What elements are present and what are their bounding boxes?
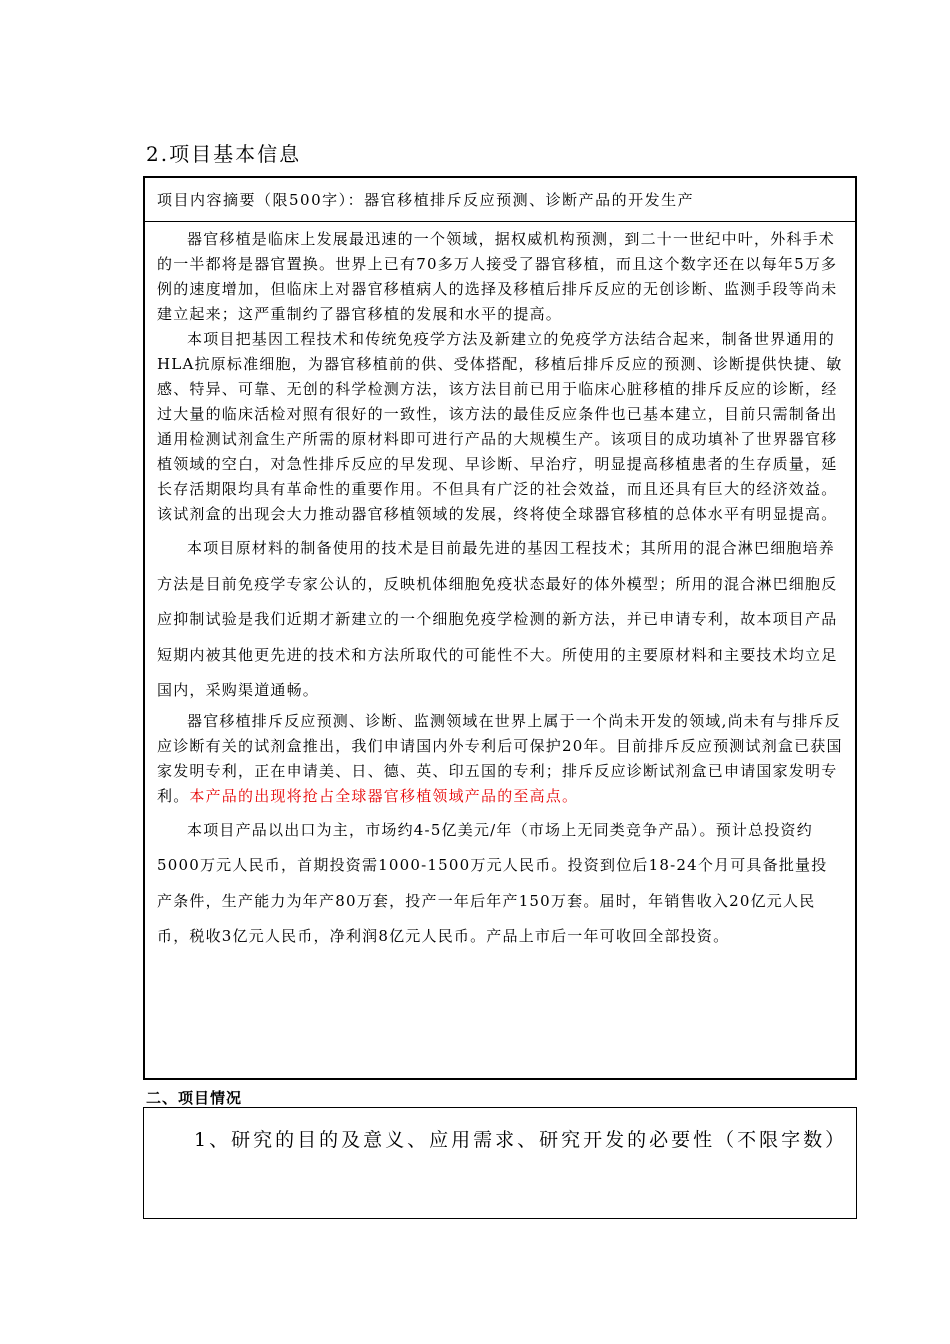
summary-paragraph-1: 器官移植是临床上发展最迅速的一个领域，据权威机构预测，到二十一世纪中叶，外科手术的一半都将是器官置换。世界上已有70多万人接受了器官移植，而且这个数字还在以每年5万多例的速度增加，但临床上对器官移植病人的选择及移植后排斥反应的无创诊断、监测手段等尚未建立起来；这严重制约了器官移植的发展和水平的提高。 — [157, 230, 838, 323]
section-heading: 2.项目基本信息 — [146, 142, 302, 166]
summary-title: 项目内容摘要（限500字）：器官移植排斥反应预测、诊断产品的开发生产 — [145, 178, 855, 222]
part-heading: 二、项目情况 — [146, 1089, 243, 1107]
summary-paragraph-4-text: 器官移植排斥反应预测、诊断、监测领域在世界上属于一个尚未开发的领域,尚未有与排斥反应诊断有关的试剂盒推出，我们申请国内外专利后可保护20年。目前排斥反应预测试剂盒已获国家发明专利，正在申请美、日、德、英、印五国的专利；排斥反应诊断试剂盒已申请国家发明专利。 — [157, 711, 843, 805]
summary-highlight-text: 本产品的出现将抢占全球器官移植领域产品的至高点。 — [189, 786, 579, 805]
summary-paragraph-2: 本项目把基因工程技术和传统免疫学方法及新建立的免疫学方法结合起来，制备世界通用的HLA抗原标准细胞，为器官移植前的供、受体搭配，移植后排斥反应的预测、诊断提供快捷、敏感、特异、可靠、无创的科学检测方法，该方法目前已用于临床心脏移植的排斥反应的诊断，经过大量的临床活检对照有很好的一致性，该方法的最佳反应条件也已基本建立，目前只需制备出通用检测试剂盒生产所需的原材料即可进行产品的大规模生产。该项目的成功填补了世界器官移植领域的空白，对急性排斥反应的早发现、早诊断、早治疗，明显提高移植患者的生存质量，延长存活期限均具有革命性的重要作用。不但具有广泛的社会效益，而且还具有巨大的经济效益。该试剂盒的出现会大力推动器官移植领域的发展，终将使全球器官移植的总体水平有明显提高。 — [157, 330, 843, 523]
summary-paragraph-4 — [157, 709, 843, 809]
section-box — [143, 1107, 857, 1219]
summary-body — [145, 222, 855, 955]
summary-paragraph-3: 本项目原材料的制备使用的技术是目前最先进的基因工程技术；其所用的混合淋巴细胞培养方法是目前免疫学专家公认的，反映机体细胞免疫状态最好的体外模型；所用的混合淋巴细胞反应抑制试验是我们近期才新建立的一个细胞免疫学检测的新方法，并已申请专利，故本项目产品短期内被其他更先进的技术和方法所取代的可能性不大。所使用的主要原材料和主要技术均立足国内，采购渠道通畅。 — [157, 539, 838, 699]
summary-paragraph-5: 本项目产品以出口为主，市场约4-5亿美元/年（市场上无同类竞争产品）。预计总投资约5000万元人民币，首期投资需1000-1500万元人民币。投资到位后18-24个月可具备批量投产条件，生产能力为年产80万套，投产一年后年产150万套。届时，年销售收入20亿元人民币，税收3亿元人民币，净利润8亿元人民币。产品上市后一年可收回全部投资。 — [157, 820, 828, 945]
section-box-text: 1、研究的目的及意义、应用需求、研究开发的必要性（不限字数） — [194, 1129, 848, 1151]
summary-table — [143, 176, 857, 1080]
